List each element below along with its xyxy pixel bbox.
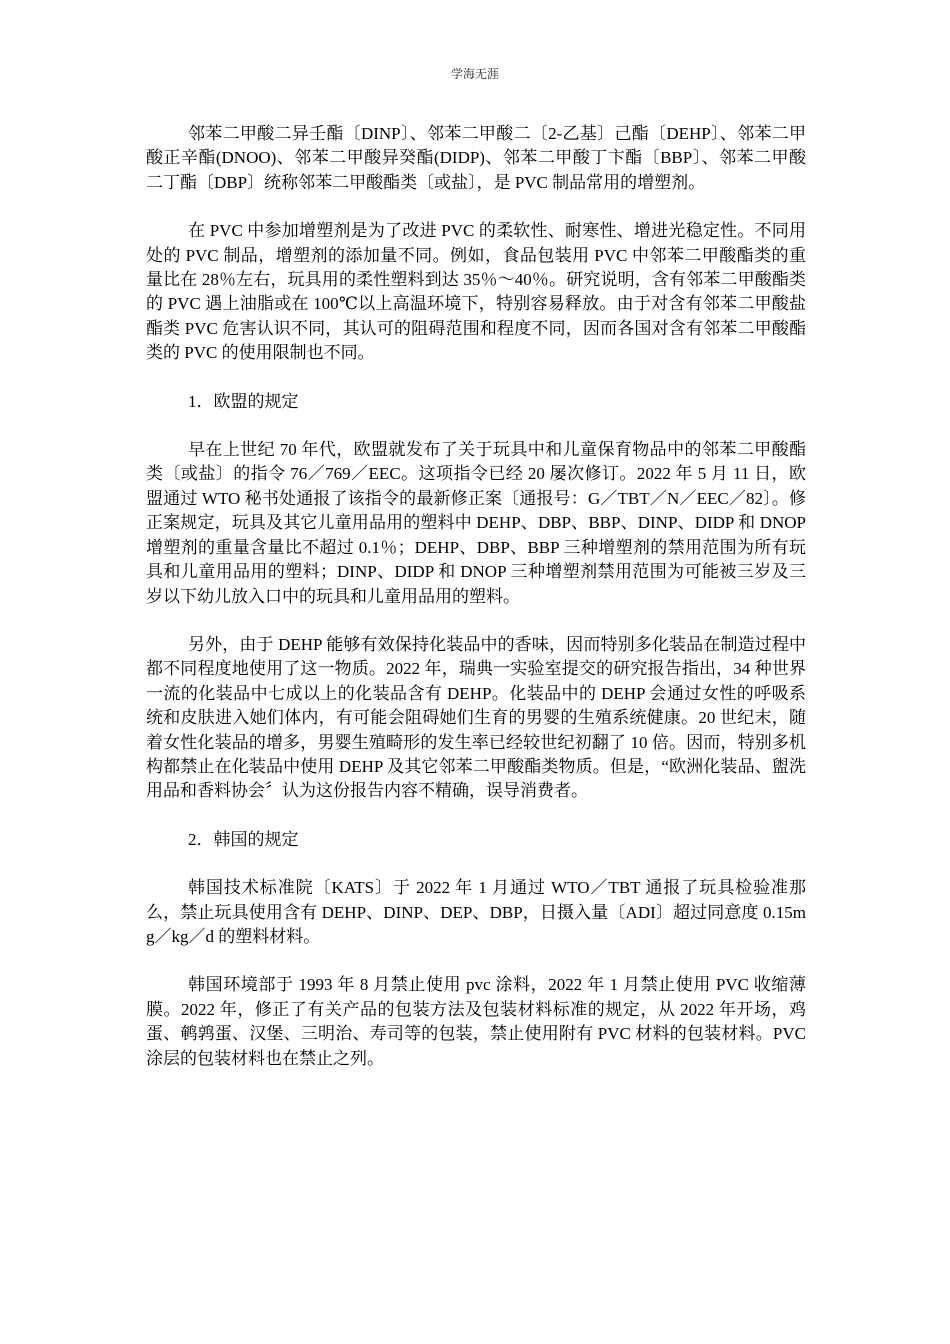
paragraph-pvc-additives: 在 PVC 中参加增塑剂是为了改进 PVC 的柔软性、耐寒性、增进光稳定性。不同用处的 PVC 制品，增塑剂的添加量不同。例如，食品包装用 PVC 中邻苯二甲酸酯类的重量比在 28％左右，玩具用的柔性塑料到达 35％～40％。研究说明，含有邻苯二甲酸酯类的 PVC 遇上油脂或在 100℃以上高温环境下，特别容易释放。由于对含有邻苯二甲酸盐酯类 PVC 危害认识不同，其认可的阻碍范围和程度不同，因而各国对含有邻苯二甲酸酯类的 PVC 的使用限制也不同。 — [146, 221, 806, 363]
section-heading-eu: 1．欧盟的规定 — [188, 391, 299, 411]
paragraph-eu-directive: 早在上世纪 70 年代，欧盟就发布了关于玩具中和儿童保育物品中的邻苯二甲酸酯类〔或盐〕的指令 76／769／EEC。这项指令已经 20 屡次修订。2022 年 5 月 11 日，欧盟通过 WTO 秘书处通报了该指令的最新修正案〔通报号：G／TBT／N／EEC／82〕。修正案规定，玩具及其它儿童用品用的塑料中 DEHP、DBP、BBP、DINP、DIDP 和 DNOP 增塑剂的重量含量比不超过 0.1％；DEHP、DBP、BBP 三种增塑剂的禁用范围为所有玩具和儿童用品用的塑料；DINP、DIDP 和 DNOP 三种增塑剂禁用范围为可能被三岁及三岁以下幼儿放入口中的玩具和儿童用品用的塑料。 — [146, 440, 806, 606]
paragraph-plasticizers-intro: 邻苯二甲酸二异壬酯〔DINP〕、邻苯二甲酸二〔2-乙基〕己酯〔DEHP〕、邻苯二甲酸正辛酯(DNOO)、邻苯二甲酸异癸酯(DIDP)、邻苯二甲酸丁卞酯〔BBP〕、邻苯二甲酸二丁酯〔DBP〕统称邻苯二甲酸酯类〔或盐〕，是 PVC 制品常用的增塑剂。 — [146, 124, 806, 192]
document-body — [146, 122, 806, 1095]
paragraph-korea-kats: 韩国技术标准院〔KATS〕于 2022 年 1 月通过 WTO／TBT 通报了玩具检验准那么，禁止玩具使用含有 DEHP、DINP、DEP、DBP，日摄入量〔ADI〕超过同意度 0.15mg／kg／d 的塑料材料。 — [146, 878, 806, 946]
page-header: 学海无涯 — [450, 67, 499, 81]
section-heading-korea: 2．韩国的规定 — [188, 829, 299, 849]
paragraph-cosmetics-dehp: 另外，由于 DEHP 能够有效保持化装品中的香味，因而特别多化装品在制造过程中都不同程度地使用了这一物质。2022 年，瑞典一实验室提交的研究报告指出，34 种世界一流的化装品中七成以上的化装品含有 DEHP。化装品中的 DEHP 会通过女性的呼吸系统和皮肤进入她们体内，有可能会阻碍她们生育的男婴的生殖系统健康。20 世纪末，随着女性化装品的增多，男婴生殖畸形的发生率已经较世纪初翻了 10 倍。因而，特别多机构都禁止在化装品中使用 DEHP 及其它邻苯二甲酸酯类物质。但是，“欧洲化装品、盥洗用品和香料协会〞认为这份报告内容不精确，误导消费者。 — [146, 634, 806, 801]
paragraph-korea-environment: 韩国环境部于 1993 年 8 月禁止使用 pvc 涂料，2022 年 1 月禁止使用 PVC 收缩薄膜。2022 年，修正了有关产品的包装方法及包装材料标准的规定，从 2022 年开场，鸡蛋、鹌鹑蛋、汉堡、三明治、寿司等的包装，禁止使用附有 PVC 材料的包装材料。PVC 涂层的包装材料也在禁止之列。 — [146, 975, 806, 1068]
